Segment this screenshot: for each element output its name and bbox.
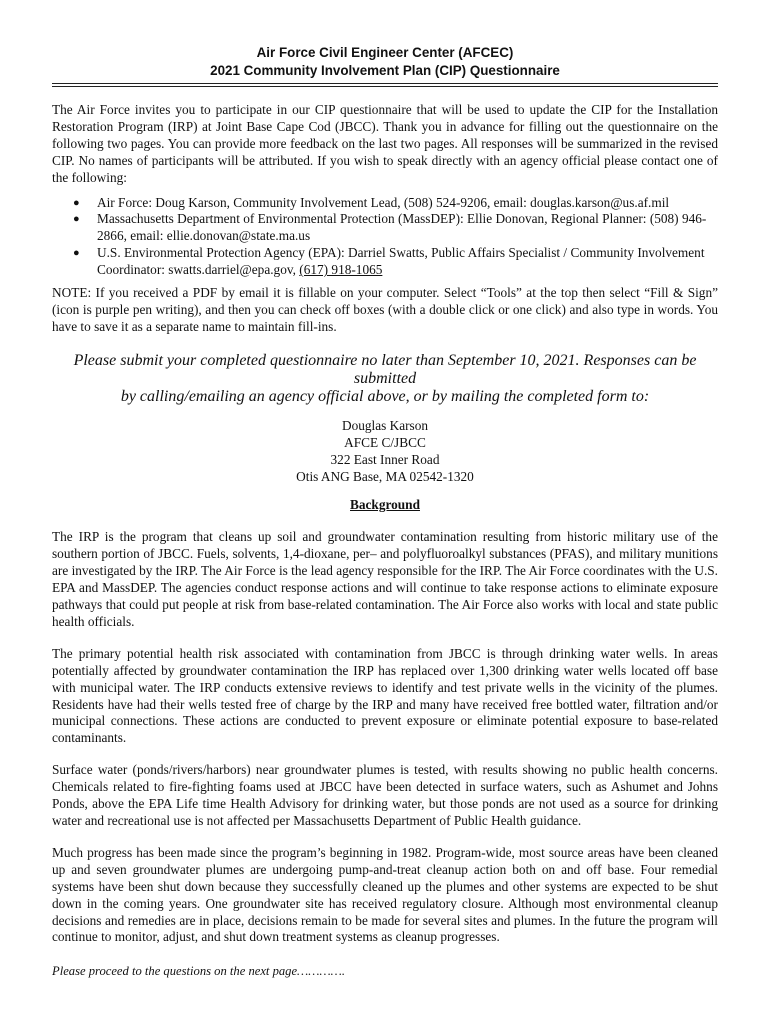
phone-link[interactable]: (617) 918-1065 [299, 262, 383, 278]
contact-item-air-force [52, 195, 718, 212]
background-paragraph-1: The IRP is the program that cleans up soil and groundwater contamination resulting from historic military use of the southern portion of JBCC. Fuels, solvents, 1,4-dioxane, per– and polyfluoroalkyl substances (PFAS), and military munitions are investigated by the IRP. The Air Force is the lead agency responsible for the IRP. The Air Force coordinates with the U.S. EPA and MassDEP. The agencies conduct response actions and will continue to take response actions to eliminate exposure pathways that could put people at risk from base-related contamination. The Air Force also works with local and state public health officials. [52, 529, 718, 629]
footer-note: Please proceed to the questions on the next page…………. [52, 964, 345, 979]
bullet-icon: ● [73, 213, 80, 226]
title-line-2: 2021 Community Involvement Plan (CIP) Questionnaire [210, 63, 560, 78]
bullet-icon: ● [73, 247, 80, 260]
background-heading: Background [350, 497, 420, 513]
note-paragraph: NOTE: If you received a PDF by email it is fillable on your computer. Select “Tools” at the top then select “Fill & Sign” (icon is purple pen writing), and then you can check off boxes (with a double click or one click) and also type in words. You have to save it as a separate name to maintain fill-ins. [52, 285, 718, 334]
submit-line-2: by calling/emailing an agency official above, or by mailing the completed form to: [120, 387, 650, 405]
contact-item-epa [52, 245, 718, 279]
address-org: AFCE C/JBCC [344, 434, 426, 450]
contact-text: Massachusetts Department of Environmental Protection (MassDEP): Ellie Donovan, Regional Planner: (508) 946-2866, email: ellie.donovan@state.ma.us [97, 211, 707, 244]
background-paragraph-2: The primary potential health risk associated with contamination from JBCC is through drinking water wells. In areas potentially affected by groundwater contamination the IRP has replaced over 1,300 drinking water wells located off base with municipal water. The IRP conducts extensive reviews to identify and test private wells in the vicinity of the plumes. Residents have had their wells tested free of charge by the IRP and many have received free bottled water, filtration and/or municipal connections. These actions are conducted to prevent exposure or eliminate potential exposure to base-related contaminants. [52, 645, 718, 746]
address-name: Douglas Karson [341, 417, 429, 433]
title-rule-secondary [52, 86, 718, 87]
address-city: Otis ANG Base, MA 02542-1320 [296, 468, 474, 484]
title-rule [52, 83, 718, 84]
contact-text: U.S. Environmental Protection Agency (EPA): Darriel Swatts, Public Affairs Specialist / Community Involvement Coordinator: swatts.darriel@epa.gov, [97, 245, 705, 278]
document-page [52, 44, 718, 979]
background-paragraph-3: Surface water (ponds/rivers/harbors) near groundwater plumes is tested, with results showing no public health concerns. Chemicals related to fire-fighting foams used at JBCC have been detected in surface waters, such as Ashumet and Johns Ponds, above the EPA Life time Health Advisory for drinking water, but those ponds are not used as a source for drinking water and recreational use is not affected per Massachusetts Department of Public Health guidance. [52, 762, 718, 828]
address-street: 322 East Inner Road [330, 451, 440, 467]
title-line-1: Air Force Civil Engineer Center (AFCEC) [256, 45, 514, 60]
bullet-icon: ● [73, 196, 80, 209]
intro-paragraph: The Air Force invites you to participate in our CIP questionnaire that will be used to update the CIP for the Installation Restoration Program (IRP) at Joint Base Cape Cod (JBCC). Thank you in advance for filling out the questionnaire on the following two pages. You can provide more feedback on the last two pages. All responses will be summarized in the revised CIP. No names of participants will be attributed. If you wish to speak directly with an agency official please contact one of the following: [52, 102, 718, 185]
submit-line-1: Please submit your completed questionnaire no later than September 10, 2021. Responses can be submitted [73, 351, 697, 387]
mailing-address [52, 418, 718, 486]
contact-list [52, 195, 718, 280]
contact-item-massdep [52, 211, 718, 245]
document-title [52, 44, 718, 80]
submission-instructions [52, 352, 718, 406]
background-paragraph-4: Much progress has been made since the program’s beginning in 1982. Program-wide, most source areas have been cleaned up and seven groundwater plumes are undergoing pump-and-treat cleanup action both on and off base. Four remedial systems have been shut down because they successfully cleaned up the plumes and other systems are expected to be shut down in the coming years. One groundwater site has received regulatory closure. Although most environmental cleanup decisions and remedies are in place, decisions remain to be made for several sites and plumes. In the future the program will continue to monitor, adjust, and shut down treatment systems as cleanup progresses. [52, 844, 718, 945]
contact-text: Air Force: Doug Karson, Community Involvement Lead, (508) 524-9206, email: douglas.karson@us.af.mil [97, 194, 670, 210]
